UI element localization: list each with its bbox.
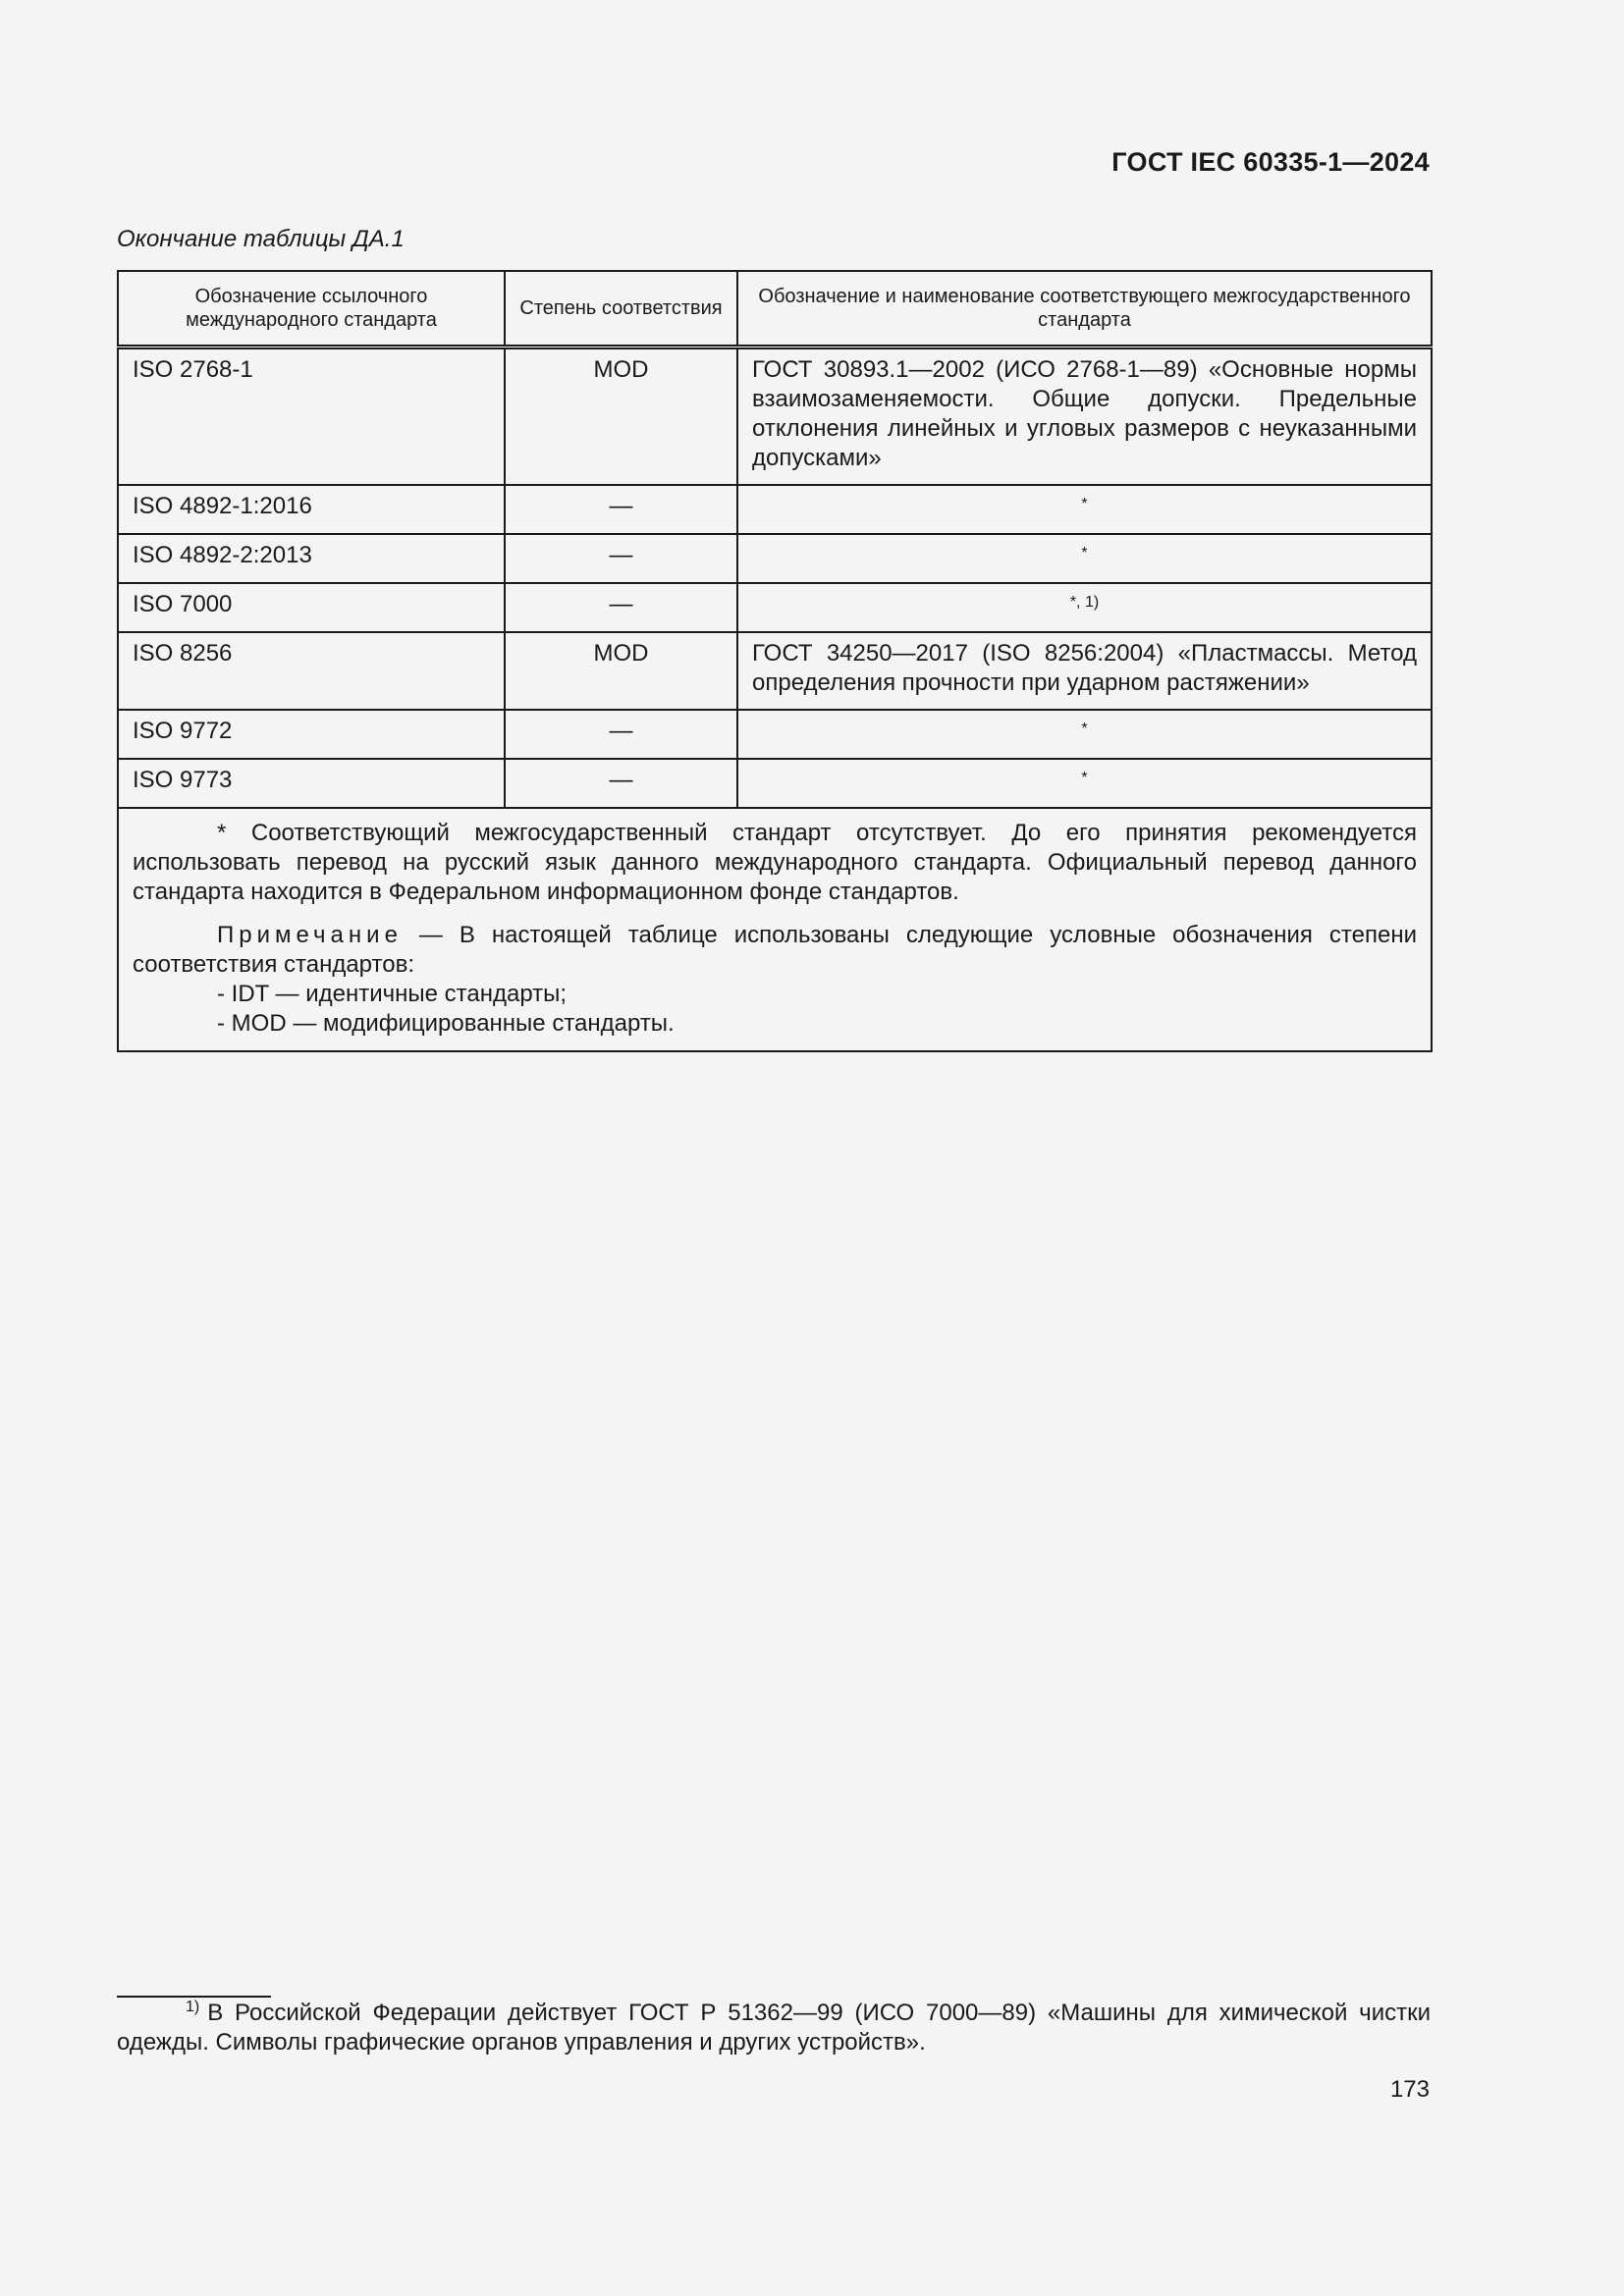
reference-standards-table — [117, 270, 1433, 1052]
degree-cell: — — [505, 583, 737, 632]
footnote-separator — [117, 1996, 271, 1998]
gost-cell: ГОСТ 34250—2017 (ISO 8256:2004) «Пластмассы. Метод определения прочности при ударном растяжении» — [737, 632, 1432, 710]
table-row — [118, 759, 1432, 808]
note-paragraph — [133, 921, 1417, 980]
degree-cell: — — [505, 534, 737, 583]
table-caption: Окончание таблицы ДА.1 — [117, 226, 405, 252]
ref-cell: ISO 4892-1:2016 — [118, 485, 505, 534]
ref-cell: ISO 8256 — [118, 632, 505, 710]
degree-cell: — — [505, 710, 737, 759]
gost-cell: ГОСТ 30893.1—2002 (ИСО 2768-1—89) «Основные нормы взаимозаменяемости. Общие допуски. Предельные отклонения линейных и угловых размеров с неуказанными допусками» — [737, 347, 1432, 485]
note-label: Примечание — [217, 921, 403, 948]
degree-cell: MOD — [505, 632, 737, 710]
ref-cell: ISO 7000 — [118, 583, 505, 632]
document-id-header: ГОСТ IEC 60335-1—2024 — [1111, 147, 1430, 177]
gost-cell: *, 1) — [737, 583, 1432, 632]
gost-cell: * — [737, 485, 1432, 534]
table-header-row — [118, 271, 1432, 347]
note-list-item: - IDT — идентичные стандарты; — [217, 980, 568, 1007]
ref-cell: ISO 2768-1 — [118, 347, 505, 485]
star-footnote: * Соответствующий межгосударственный стандарт отсутствует. До его принятия рекомендуется использовать перевод на русский язык данного международного стандарта. Официальный перевод данного стандарта находится в Федеральном информационном фонде стандартов. — [133, 819, 1417, 905]
gost-cell: * — [737, 710, 1432, 759]
footnote-text: В Российской Федерации действует ГОСТ Р 51362—99 (ИСО 7000—89) «Машины для химической чистки одежды. Символы графические органов управления и других устройств». — [117, 2000, 1431, 2056]
gost-cell: * — [737, 534, 1432, 583]
note-list-item: - MOD — модифицированные стандарты. — [217, 1009, 675, 1037]
ref-cell: ISO 9773 — [118, 759, 505, 808]
ref-cell: ISO 9772 — [118, 710, 505, 759]
gost-cell: * — [737, 759, 1432, 808]
note-text: — В настоящей таблице использованы следующие условные обозначения степени соответствия стандартов: — [133, 921, 1417, 978]
table-notes-cell — [118, 808, 1432, 1051]
table-row — [118, 485, 1432, 534]
table-row — [118, 534, 1432, 583]
col-header-degree: Степень соответствия — [505, 271, 737, 347]
col-header-ref: Обозначение ссылочного международного стандарта — [118, 271, 505, 347]
ref-cell: ISO 4892-2:2013 — [118, 534, 505, 583]
page-footnote — [117, 1999, 1431, 2057]
page-number: 173 — [1389, 2076, 1430, 2103]
table-row — [118, 632, 1432, 710]
footnote-mark: 1) — [186, 1999, 200, 2015]
degree-cell: — — [505, 759, 737, 808]
table-row — [118, 347, 1432, 485]
table-notes-row — [118, 808, 1432, 1051]
degree-cell: MOD — [505, 347, 737, 485]
table-row — [118, 583, 1432, 632]
col-header-gost: Обозначение и наименование соответствующего межгосударственного стандарта — [737, 271, 1432, 347]
degree-cell: — — [505, 485, 737, 534]
table-row — [118, 710, 1432, 759]
